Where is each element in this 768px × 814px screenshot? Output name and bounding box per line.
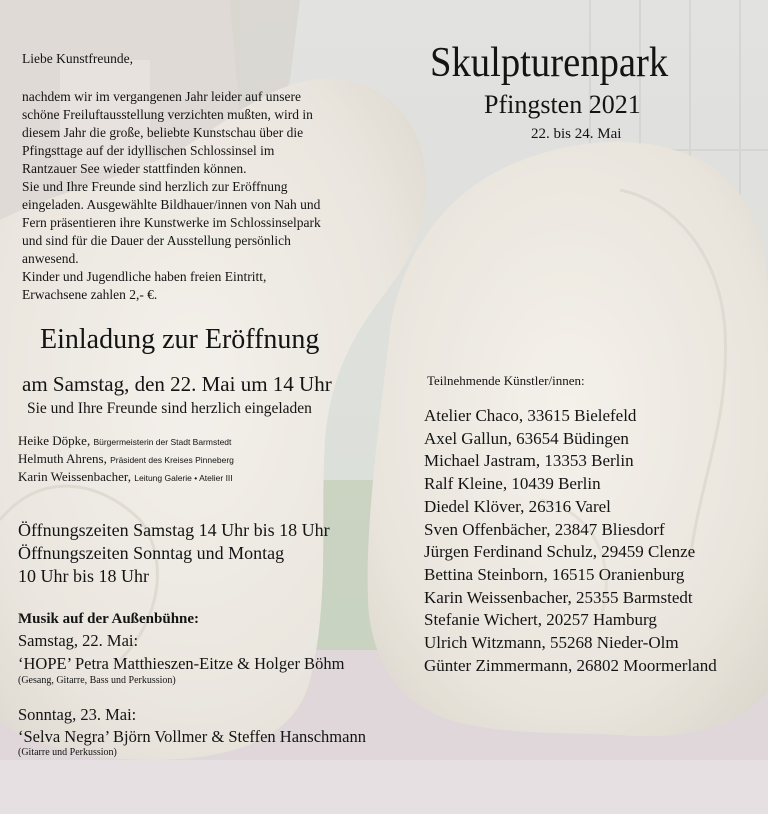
greeting: Liebe Kunstfreunde, bbox=[22, 51, 133, 66]
artist-item: Bettina Steinborn, 16515 Oranienburg bbox=[424, 564, 685, 584]
host-name: Heike Döpke, bbox=[18, 433, 91, 448]
host-line bbox=[18, 470, 233, 483]
artist-item: Ulrich Witzmann, 55268 Nieder-Olm bbox=[424, 633, 679, 653]
intro-line: Erwachsene zahlen 2,- €. bbox=[22, 287, 158, 302]
intro-line: und sind für die Dauer der Ausstellung persönlich bbox=[22, 233, 291, 248]
music-heading: Musik auf der Außenbühne: bbox=[18, 611, 200, 627]
invitation-date: am Samstag, den 22. Mai um 14 Uhr bbox=[22, 372, 332, 396]
event-dates: 22. bis 24. Mai bbox=[531, 126, 622, 142]
music-day: Samstag, 22. Mai: bbox=[18, 631, 139, 650]
artist-item: Michael Jastram, 13353 Berlin bbox=[424, 451, 634, 471]
intro-text bbox=[22, 88, 382, 304]
artist-item: Jürgen Ferdinand Schulz, 29459 Clenze bbox=[424, 542, 696, 562]
intro-line: Kinder und Jugendliche haben freien Eintritt, bbox=[22, 269, 267, 284]
music-day: Sonntag, 23. Mai: bbox=[18, 705, 137, 724]
host-role: Bürgermeisterin der Stadt Barmstedt bbox=[93, 437, 232, 447]
page-subtitle: Pfingsten 2021 bbox=[484, 90, 641, 119]
invitation-heading: Einladung zur Eröffnung bbox=[40, 324, 320, 355]
intro-line: Pfingsttage auf der idyllischen Schlossinsel im bbox=[22, 143, 275, 158]
opening-hours-line: Öffnungszeiten Sonntag und Montag bbox=[18, 543, 285, 563]
music-act-note: (Gesang, Gitarre, Bass und Perkussion) bbox=[18, 675, 176, 686]
invitation-welcome: Sie und Ihre Freunde sind herzlich eingeladen bbox=[27, 400, 312, 417]
host-role: Präsident des Kreises Pinneberg bbox=[110, 455, 234, 465]
artists-heading: Teilnehmende Künstler/innen: bbox=[427, 373, 585, 388]
intro-line: Sie und Ihre Freunde sind herzlich zur Eröffnung bbox=[22, 179, 288, 194]
intro-line: Rantzauer See wieder stattfinden können. bbox=[22, 161, 247, 176]
intro-line: anwesend. bbox=[22, 251, 79, 266]
host-line bbox=[18, 434, 231, 447]
host-name: Karin Weissenbacher, bbox=[18, 469, 131, 484]
opening-hours-line: 10 Uhr bis 18 Uhr bbox=[18, 566, 149, 586]
intro-line: eingeladen. Ausgewählte Bildhauer/innen von Nah und bbox=[22, 197, 321, 212]
intro-line: diesem Jahr die große, beliebte Kunstschau über die bbox=[22, 125, 304, 140]
artist-item: Günter Zimmermann, 26802 Moormerland bbox=[424, 655, 717, 675]
artist-item: Stefanie Wichert, 20257 Hamburg bbox=[424, 610, 657, 630]
artist-item: Sven Offenbächer, 23847 Bliesdorf bbox=[424, 519, 665, 539]
artist-item: Axel Gallun, 63654 Büdingen bbox=[424, 428, 629, 448]
artist-list bbox=[424, 405, 717, 677]
intro-line: Fern präsentieren ihre Kunstwerke im Schlossinselpark bbox=[22, 215, 321, 230]
opening-hours-line: Öffnungszeiten Samstag 14 Uhr bis 18 Uhr bbox=[18, 520, 330, 540]
music-act-note: (Gitarre und Perkussion) bbox=[18, 747, 117, 758]
artist-item: Ralf Kleine, 10439 Berlin bbox=[424, 474, 601, 494]
host-line bbox=[18, 452, 234, 465]
artist-item: Karin Weissenbacher, 25355 Barmstedt bbox=[424, 587, 693, 607]
intro-line: schöne Freiluftausstellung verzichten mußten, wird in bbox=[22, 107, 313, 122]
intro-line: nachdem wir im vergangenen Jahr leider auf unsere bbox=[22, 89, 302, 104]
page-title: Skulpturenpark bbox=[430, 40, 669, 86]
host-role: Leitung Galerie • Atelier III bbox=[134, 473, 233, 483]
artist-item: Atelier Chaco, 33615 Bielefeld bbox=[424, 406, 637, 425]
artist-item: Diedel Klöver, 26316 Varel bbox=[424, 496, 611, 516]
music-act: ‘Selva Negra’ Björn Vollmer & Steffen Hanschmann bbox=[18, 727, 366, 746]
music-act: ‘HOPE’ Petra Matthieszen-Eitze & Holger Böhm bbox=[18, 654, 345, 673]
host-name: Helmuth Ahrens, bbox=[18, 451, 107, 466]
